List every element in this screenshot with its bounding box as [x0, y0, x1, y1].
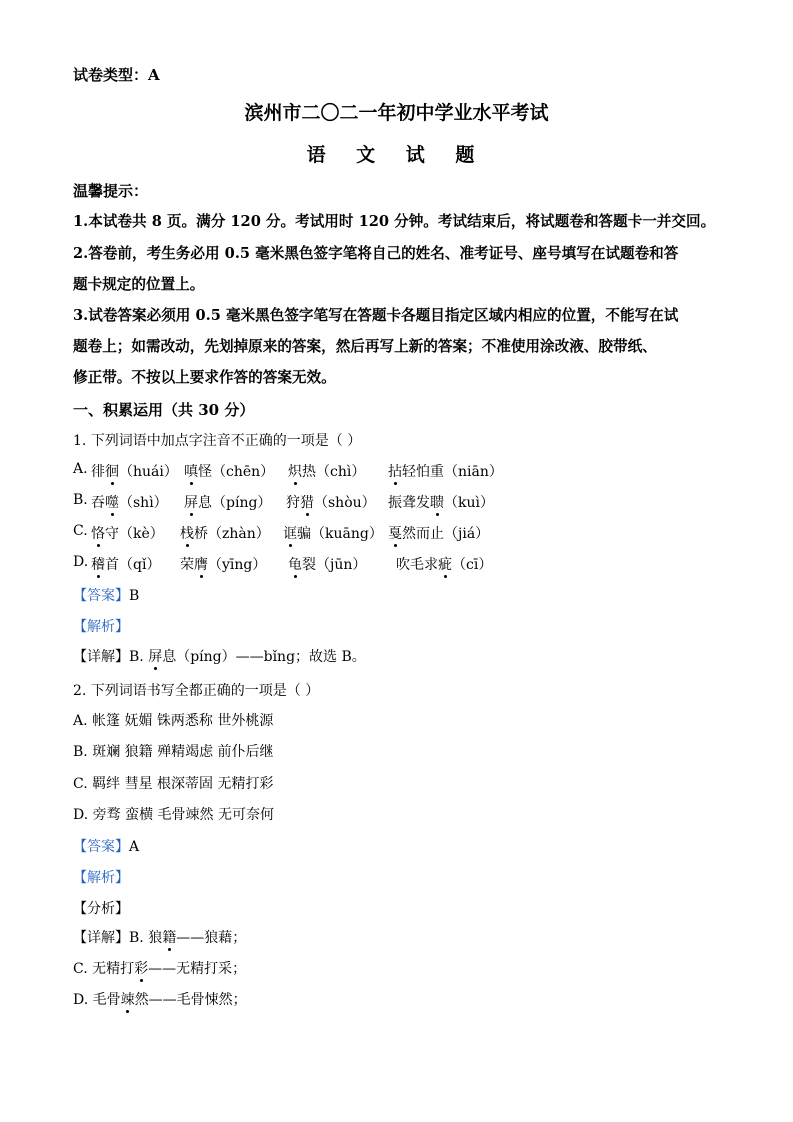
option-item: 荣膺（yīng） — [180, 554, 266, 574]
q2-detail: C. 无精打彩——无精打采； — [73, 961, 247, 977]
question-2-stem: 2. 下列词语书写全都正确的一项是（ ） — [73, 683, 320, 699]
notice-line: 题卡规定的位置上。 — [73, 276, 205, 293]
notice-line: 3.试卷答案必须用 0.5 毫米黑色签字笔写在答题卡各题目指定区域内相应的位置，不能写在试 — [73, 307, 679, 324]
option-label: D. — [73, 554, 89, 570]
option-item: 炽热（chì） — [288, 461, 365, 481]
q1-analysis-tag: 【解析】 — [73, 619, 129, 635]
option-item: 龟裂（jūn） — [288, 554, 366, 574]
q2-detail: 【详解】B. 狼籍——狼藉； — [73, 930, 247, 946]
option-item: 狩猎（shòu） — [286, 492, 376, 512]
option-item: 拈轻怕重（niān） — [388, 461, 503, 481]
answer-tag: 【答案】 — [73, 839, 129, 855]
exam-subtitle: 语 文 试 题 — [306, 144, 487, 166]
notice-line: 2.答卷前，考生务必用 0.5 毫米黑色签字笔将自己的姓名、准考证号、座号填写在试题卷和答 — [73, 245, 679, 262]
option-item: 戛然而止（jiá） — [388, 523, 489, 543]
q2-option-c: C. 羁绊 彗星 根深蒂固 无精打彩 — [73, 776, 274, 792]
option-item: 栈桥（zhàn） — [180, 523, 270, 543]
notice-line: 1.本试卷共 8 页。满分 120 分。考试用时 120 分钟。考试结束后，将试题卷和答题卡一并交回。 — [73, 213, 716, 230]
q2-analysis-tag: 【解析】 — [73, 870, 129, 886]
option-item: 恪守（kè） — [91, 523, 164, 543]
option-item: 嗔怪（chēn） — [184, 461, 274, 481]
q2-option-d: D. 旁骛 蛮横 毛骨竦然 无可奈何 — [73, 807, 274, 823]
q1-answer-line — [73, 587, 139, 605]
q2-detail: D. 毛骨竦然——毛骨悚然； — [73, 992, 247, 1008]
notice-line: 题卷上；如需改动，先划掉原来的答案，然后再写上新的答案；不准使用涂改液、胶带纸、 — [73, 338, 657, 355]
q2-option-a: A. 帐篷 妩媚 铢两悉称 世外桃源 — [73, 713, 274, 729]
q2-answer-line — [73, 838, 139, 856]
answer-tag: 【答案】 — [73, 588, 129, 604]
option-item: 徘徊（huái） — [91, 461, 178, 481]
question-1-stem: 1. 下列词语中加点字注音不正确的一项是（ ） — [73, 433, 362, 449]
answer-value: A — [129, 839, 140, 855]
answer-value: B — [129, 588, 140, 604]
notice-line: 修正带。不按以上要求作答的答案无效。 — [73, 369, 336, 386]
q1-detail: 【详解】B. 屏息（píng）——bǐng；故选 B。 — [73, 649, 366, 665]
exam-title: 滨州市二〇二一年初中学业水平考试 — [244, 102, 549, 124]
option-label: B. — [73, 492, 88, 508]
option-label: A. — [73, 461, 88, 477]
option-item: 振聋发聩（kuì） — [388, 492, 494, 512]
option-item: 吞噬（shì） — [91, 492, 168, 512]
option-item: 诓骗（kuāng） — [283, 523, 383, 543]
q2-fenxi-tag: 【分析】 — [73, 901, 129, 917]
option-label: C. — [73, 523, 88, 539]
option-item: 吹毛求疵（cī） — [396, 554, 492, 574]
paper-type: 试卷类型：A — [73, 66, 160, 84]
q2-option-b: B. 斑斓 狼籍 殚精竭虑 前仆后继 — [73, 744, 274, 760]
option-item: 屏息（píng） — [184, 492, 271, 512]
option-item: 稽首（qǐ） — [91, 554, 160, 574]
section-title: 一、积累运用（共 30 分） — [73, 401, 255, 419]
notice-heading: 温馨提示： — [73, 182, 149, 200]
